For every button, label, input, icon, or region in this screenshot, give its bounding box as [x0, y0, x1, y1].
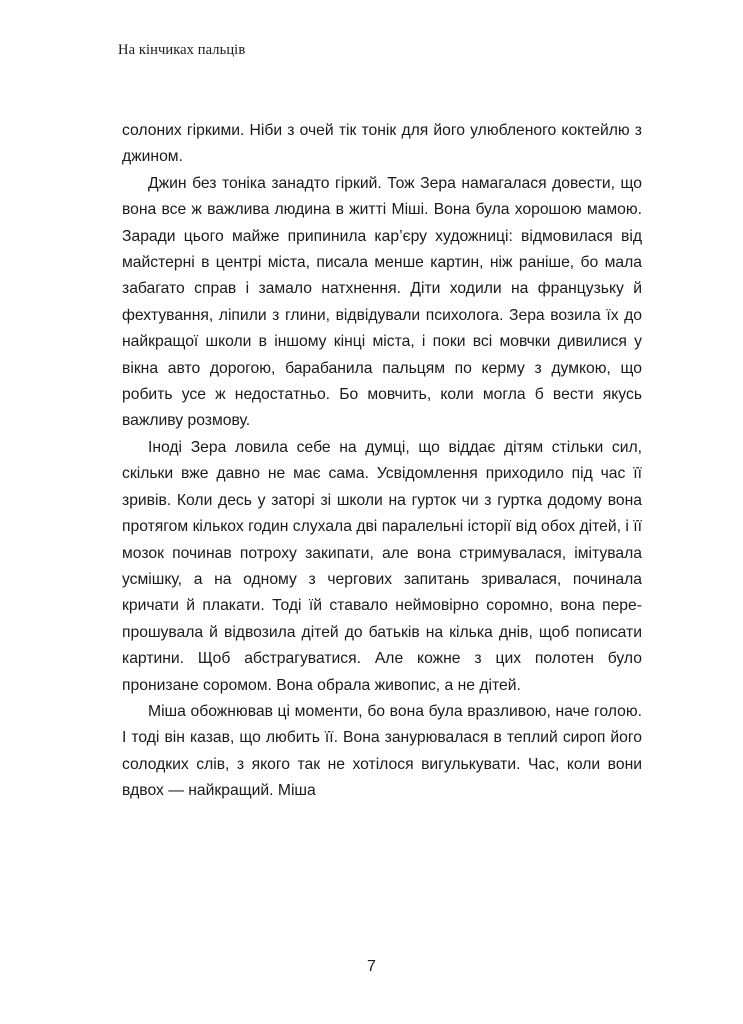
page-number: 7	[367, 958, 376, 975]
paragraph-3: Іноді Зера ловила себе на думці, що віддає дітям стільки сил, скільки вже давно не має сама. Усвідомлення приходило під час її зривів. Коли десь у заторі зі школи на гурток чи з гуртка додому вона протягом кількох годин слухала дві паралельні історії від обох дітей, і її мозок починав потроху закипати, але вона стримувалася, імітувала усмішку, а на одному з чергових запитань зривалася, починала кричати й плакати. Тоді їй ставало неймовірно соромно, вона перепрошувала й відвозила дітей до батьків на кілька днів, щоб пописати картини. Щоб абстрагуватися. Але кожне з цих полотен було пронизане соромом. Вона обрала живопис, а не дітей.	[122, 438, 642, 694]
paragraph-4: Міша обожнював ці моменти, бо вона була вразливою, наче голою. І тоді він казав, що любить її. Вона занурювалася в теплий сироп його солодких слів, з якого так не хотілося вигулькувати. Час, коли вони вдвох — найкращий. Міша	[122, 702, 642, 800]
body-text	[122, 118, 642, 805]
paragraph-2: Джин без тоніка занадто гіркий. Тож Зера намагалася довести, що вона все ж важлива людина в житті Міші. Вона була хорошою мамою. Заради цього майже припинила кар’єру художниці: відмовилася від майстерні в центрі міста, писала менше картин, ніж раніше, бо мала забагато справ і замало натхнення. Діти ходили на французьку й фехтування, ліпили з глини, відвідували психолога. Зера возила їх до найкращої школи в іншому кінці міста, і поки всі мовчки дивилися у вікна авто дорогою, барабанила пальцям по керму з думкою, що робить усе ж недостатньо. Бо мовчить, коли могла б вести якусь важливу розмову.	[122, 174, 642, 430]
paragraph-1: солоних гіркими. Ніби з очей тік тонік для його улюбленого коктейлю з джином.	[122, 122, 642, 166]
running-head-title: На кінчиках пальців	[118, 42, 246, 58]
